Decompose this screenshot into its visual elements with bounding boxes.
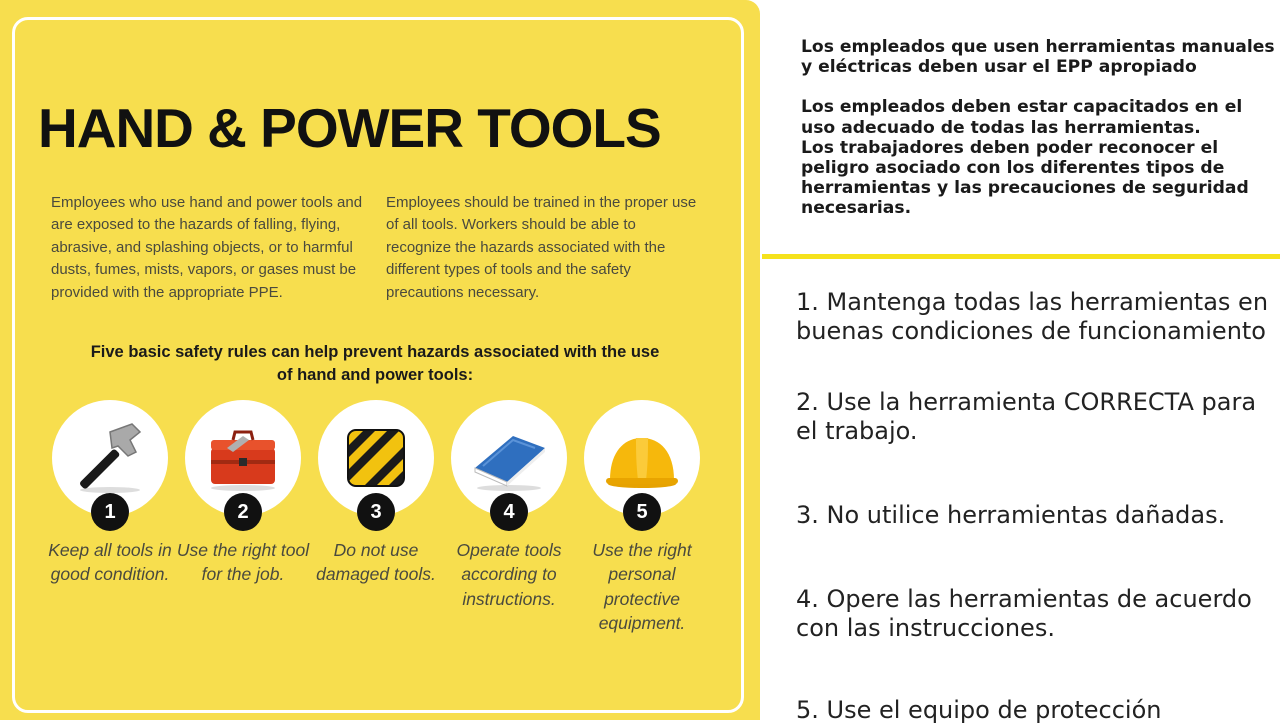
rule-number-badge: 4 [490, 493, 528, 531]
step-2: 2. Use la herramienta CORRECTA para el trabajo. [796, 388, 1257, 445]
rule-number-badge: 2 [224, 493, 262, 531]
rules-heading: Five basic safety rules can help prevent hazards associated with the use of hand and power tools: [90, 343, 660, 384]
summary-ppe-text: Los empleados que usen herramientas manuales y eléctricas deben usar el EPP apropiado [801, 37, 1275, 77]
hard-hat-icon [602, 418, 682, 498]
step-5: 5. Use el equipo de protección [796, 696, 1162, 724]
hazard-stripes-icon [336, 418, 416, 498]
rule-number-badge: 5 [623, 493, 661, 531]
rule-caption: Use the right tool for the job. [176, 540, 310, 585]
intro-ppe-paragraph: Employees who use hand and power tools and are exposed to the hazards of falling, flying, abrasive, and splashing objects, or to harmful dusts, fumes, mists, vapors, or gases must be provided with the appropriate PPE. [51, 194, 363, 301]
intro-training-paragraph: Employees should be trained in the proper use of all tools. Workers should be able to recognize the hazards associated with the different types of tools and the safety precautions necessary. [386, 194, 697, 301]
step-3: 3. No utilice herramientas dañadas. [796, 501, 1226, 529]
poster-title: HAND & POWER TOOLS [38, 97, 661, 159]
hammer-icon [70, 418, 150, 498]
step-1: 1. Mantenga todas las herramientas en buenas condiciones de funcionamiento [796, 288, 1269, 345]
rule-number-badge: 3 [357, 493, 395, 531]
rule-caption: Operate tools according to instructions. [456, 540, 562, 609]
yellow-divider [762, 254, 1280, 259]
step-4: 4. Opere las herramientas de acuerdo con las instrucciones. [796, 585, 1252, 642]
toolbox-icon [203, 418, 283, 498]
rule-caption: Do not use damaged tools. [316, 540, 436, 585]
book-icon [469, 418, 549, 498]
rule-caption: Use the right personal protective equipment. [592, 540, 692, 633]
summary-training-text: Los empleados deben estar capacitados en el uso adecuado de todas las herramientas. [801, 97, 1243, 137]
spanish-summary [801, 37, 1279, 219]
rule-number-badge: 1 [91, 493, 129, 531]
rule-caption: Keep all tools in good condition. [48, 540, 172, 585]
summary-hazards-text: Los trabajadores deben poder reconocer el peligro asociado con los diferentes tipos de herramientas y las precauciones de seguridad necesarias. [801, 137, 1249, 218]
